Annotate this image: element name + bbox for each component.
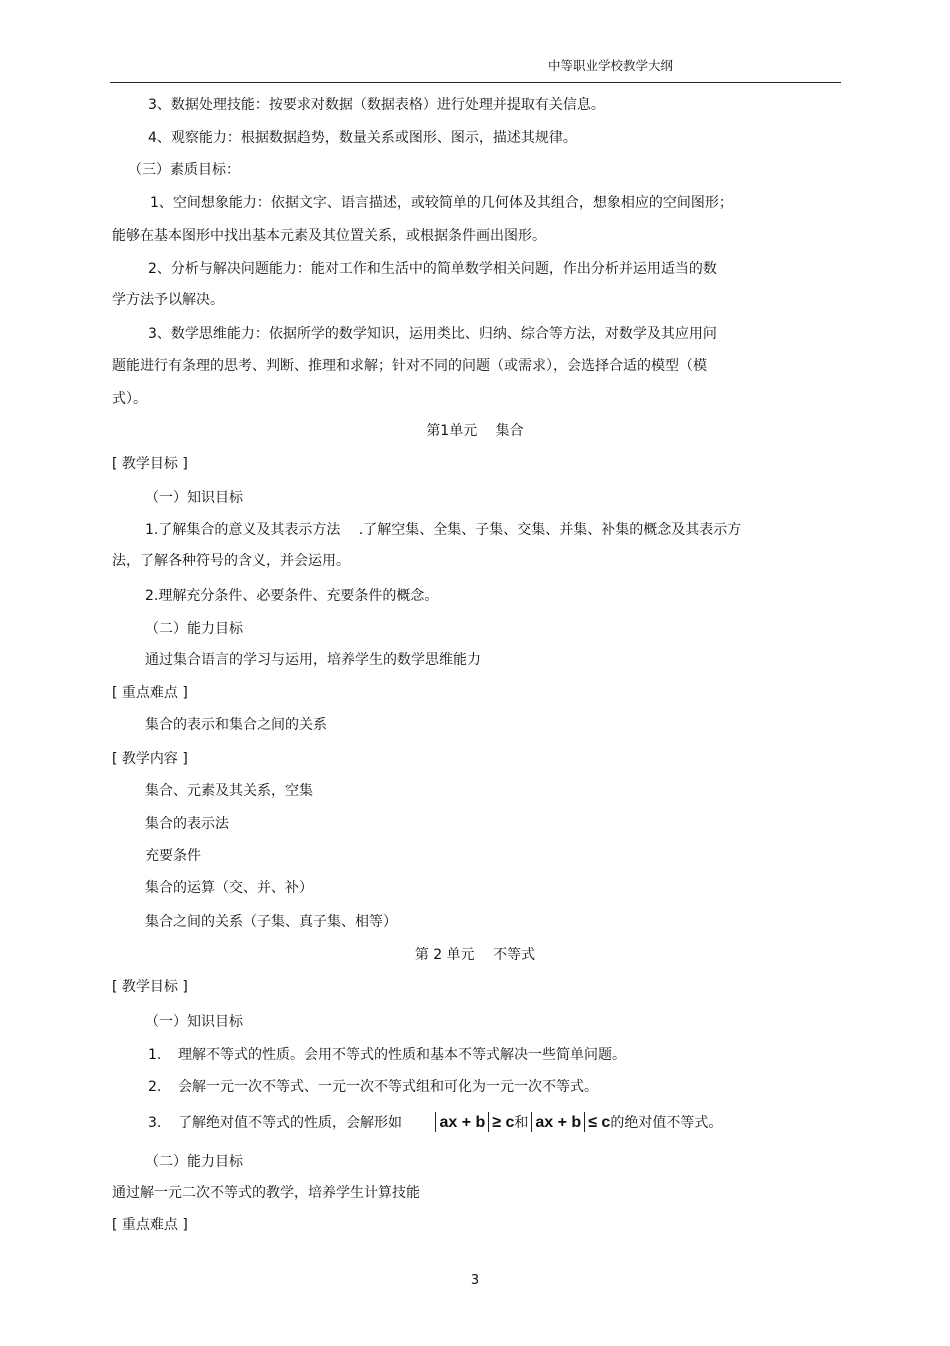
paragraph-observation: 4、观察能力：根据数据趋势，数量关系或图形、图示，描述其规律。: [148, 130, 577, 146]
paragraph-problem-solving-1: 2、分析与解决问题能力：能对工作和生活中的简单数学相关问题，作出分析并运用适当的数: [148, 261, 717, 277]
abs-bar-left: [435, 1112, 436, 1132]
unit2-ability-text: 通过解一元二次不等式的教学，培养学生计算技能: [112, 1185, 420, 1201]
section-quality-goals: （三）素质目标：: [128, 162, 240, 178]
item-number: 3.: [148, 1115, 162, 1131]
unit1-key-text: 集合的表示和集合之间的关系: [145, 717, 327, 733]
unit1-content-item: 集合的表示法: [145, 816, 229, 832]
item-tail: 的绝对值不等式。: [610, 1115, 723, 1131]
unit1-goal-header: [ 教学目标 ]: [112, 456, 188, 472]
item-text: 会解一元一次不等式、一元一次不等式组和可化为一元一次不等式。: [178, 1079, 598, 1095]
paragraph-spatial-2: 能够在基本图形中找出基本元素及其位置关系，或根据条件画出图形。: [112, 228, 546, 244]
paragraph-problem-solving-2: 学方法予以解决。: [112, 292, 224, 308]
paragraph-thinking-1: 3、数学思维能力：依据所学的数学知识，运用类比、归纳、综合等方法，对数学及其应用问: [148, 326, 717, 342]
item-number: 1.: [148, 1047, 162, 1063]
paragraph-data-processing: 3、数据处理技能：按要求对数据（数据表格）进行处理并提取有关信息。: [148, 97, 605, 113]
unit2-goal-header: [ 教学目标 ]: [112, 979, 188, 995]
item-text: 理解不等式的性质。会用不等式的性质和基本不等式解决一些简单问题。: [178, 1047, 626, 1063]
abs-bar-right: [584, 1112, 585, 1132]
abs-bar-right: [488, 1112, 489, 1132]
unit1-content-item: 集合之间的关系（子集、真子集、相等）: [145, 914, 397, 930]
unit1-ability-text: 通过集合语言的学习与运用，培养学生的数学思维能力: [145, 652, 481, 668]
unit2-key-header: [ 重点难点 ]: [112, 1217, 188, 1233]
unit1-knowledge-item2: 2.理解充分条件、必要条件、充要条件的概念。: [145, 588, 439, 604]
math-expression: ax + b: [535, 1114, 582, 1131]
abs-bar-left: [531, 1112, 532, 1132]
header-rule: [110, 82, 841, 83]
unit2-knowledge-item: [148, 1077, 598, 1097]
paragraph-thinking-2: 题能进行有条理的思考、判断、推理和求解；针对不同的问题（或需求），会选择合适的模型（模: [112, 358, 707, 374]
unit1-content-header: [ 教学内容 ]: [112, 751, 188, 767]
page-header-title: 中等职业学校教学大纲: [548, 58, 674, 73]
unit1-content-item: 集合的运算（交、并、补）: [145, 880, 313, 896]
conjunction: 和: [514, 1115, 529, 1131]
unit1-knowledge-item1b: 法，了解各种符号的含义，并会运用。: [112, 553, 350, 569]
math-relation: ≤ c: [588, 1114, 611, 1131]
math-relation: ≥ c: [492, 1114, 515, 1131]
unit1-knowledge-item1a: 1.了解集合的意义及其表示方法 .了解空集、全集、子集、交集、并集、补集的概念及其表示方: [145, 522, 742, 538]
paragraph-spatial-1: 1、空间想象能力：依据文字、语言描述，或较简单的几何体及其组合，想象相应的空间图形；: [150, 195, 733, 211]
page-number: 3: [470, 1273, 480, 1288]
item-text: 了解绝对值不等式的性质，会解形如: [178, 1115, 402, 1131]
unit1-key-header: [ 重点难点 ]: [112, 685, 188, 701]
unit1-content-item: 充要条件: [145, 848, 201, 864]
unit2-knowledge-item-absolute-value: [148, 1112, 722, 1133]
unit2-ability-header: （二）能力目标: [145, 1154, 243, 1170]
unit1-title: 第1单元 集合: [426, 423, 524, 439]
unit1-ability-header: （二）能力目标: [145, 621, 243, 637]
unit1-content-item: 集合、元素及其关系，空集: [145, 783, 313, 799]
math-expression: ax + b: [439, 1114, 486, 1131]
unit2-title: 第 2 单元 不等式: [414, 947, 536, 963]
item-number: 2.: [148, 1079, 162, 1095]
unit2-knowledge-header: （一）知识目标: [145, 1014, 243, 1030]
unit1-knowledge-header: （一）知识目标: [145, 490, 243, 506]
unit2-knowledge-item: [148, 1045, 626, 1065]
paragraph-thinking-3: 式）。: [112, 391, 147, 407]
